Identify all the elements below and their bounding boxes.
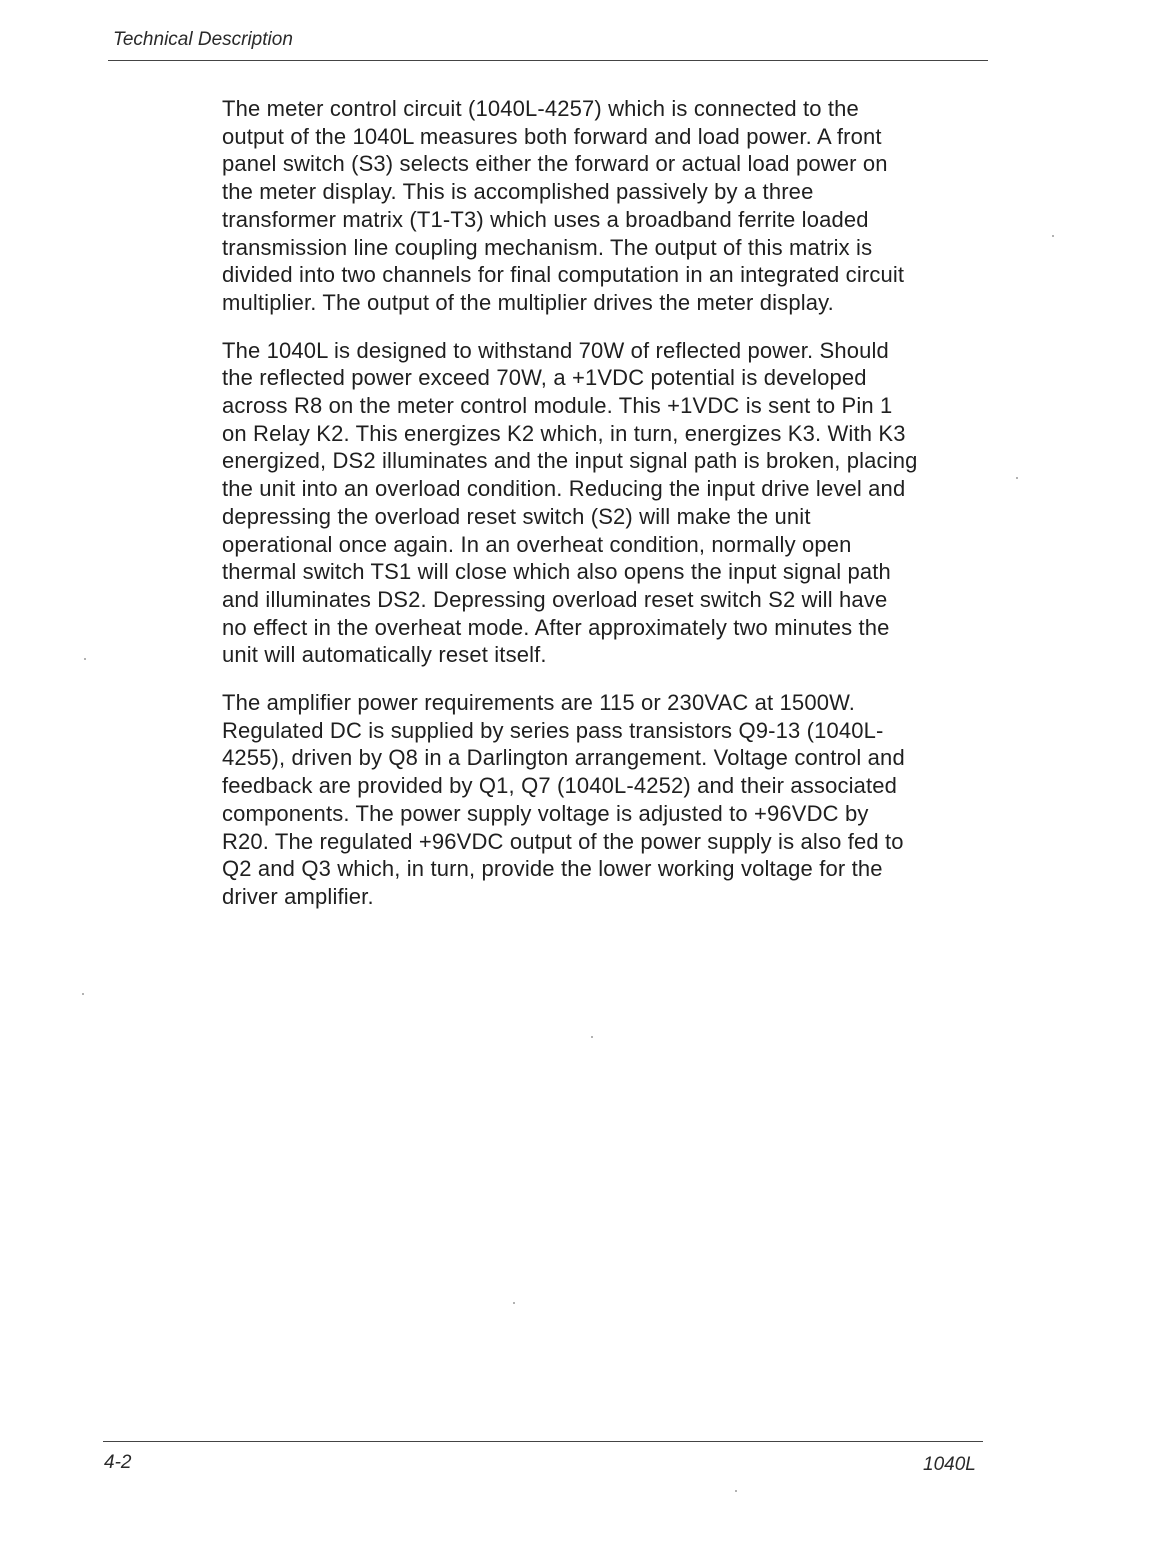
- model-name: 1040L: [923, 1454, 976, 1475]
- text-line: energized, DS2 illuminates and the input signal path is broken, placing: [222, 448, 918, 474]
- text-line: the meter display. This is accomplished passively by a three: [222, 179, 814, 205]
- paragraph-overload-protection: [222, 337, 992, 669]
- scan-speck: [591, 1036, 593, 1038]
- text-line: unit will automatically reset itself.: [222, 642, 547, 668]
- scan-speck: [1016, 477, 1018, 479]
- text-line: the unit into an overload condition. Reducing the input drive level and: [222, 476, 906, 502]
- scan-speck: [513, 1302, 515, 1304]
- text-line: across R8 on the meter control module. This +1VDC is sent to Pin 1: [222, 393, 893, 419]
- text-line: Q2 and Q3 which, in turn, provide the lower working voltage for the: [222, 856, 883, 882]
- text-line: The meter control circuit (1040L-4257) which is connected to the: [222, 96, 859, 121]
- text-line: thermal switch TS1 will close which also opens the input signal path: [222, 559, 891, 585]
- text-line: The 1040L is designed to withstand 70W of reflected power. Should: [222, 337, 889, 363]
- text-line: depressing the overload reset switch (S2) will make the unit: [222, 503, 811, 529]
- text-line: transformer matrix (T1-T3) which uses a broadband ferrite loaded: [222, 206, 869, 232]
- page-header-title: Technical Description: [113, 29, 293, 50]
- text-line: no effect in the overheat mode. After approximately two minutes the: [222, 614, 890, 640]
- scan-speck: [82, 993, 84, 995]
- text-line: transmission line coupling mechanism. The output of this matrix is: [222, 234, 873, 260]
- body-text: [222, 95, 992, 931]
- text-line: output of the 1040L measures both forward and load power. A front: [222, 123, 882, 149]
- footer-divider: [103, 1441, 983, 1442]
- paragraph-meter-control: [222, 95, 992, 317]
- scan-speck: [735, 1490, 737, 1492]
- text-line: and illuminates DS2. Depressing overload reset switch S2 will have: [222, 586, 888, 612]
- text-line: Regulated DC is supplied by series pass transistors Q9-13 (1040L-: [222, 717, 884, 743]
- scan-speck: [1052, 235, 1054, 237]
- header-divider: [108, 60, 988, 61]
- text-line: components. The power supply voltage is adjusted to +96VDC by: [222, 800, 869, 826]
- paragraph-power-requirements: [222, 689, 992, 911]
- text-line: multiplier. The output of the multiplier drives the meter display.: [222, 289, 834, 315]
- text-line: operational once again. In an overheat condition, normally open: [222, 531, 852, 557]
- text-line: panel switch (S3) selects either the forward or actual load power on: [222, 151, 888, 177]
- scan-speck: [84, 658, 86, 660]
- text-line: driver amplifier.: [222, 883, 374, 909]
- text-line: on Relay K2. This energizes K2 which, in turn, energizes K3. With K3: [222, 420, 906, 446]
- text-line: feedback are provided by Q1, Q7 (1040L-4252) and their associated: [222, 773, 898, 799]
- text-line: 4255), driven by Q8 in a Darlington arrangement. Voltage control and: [222, 745, 905, 771]
- text-line: The amplifier power requirements are 115 or 230VAC at 1500W.: [222, 690, 856, 716]
- text-line: R20. The regulated +96VDC output of the power supply is also fed to: [222, 828, 904, 854]
- page-number: 4-2: [104, 1452, 132, 1473]
- text-line: the reflected power exceed 70W, a +1VDC potential is developed: [222, 365, 867, 391]
- text-line: divided into two channels for final computation in an integrated circuit: [222, 262, 905, 288]
